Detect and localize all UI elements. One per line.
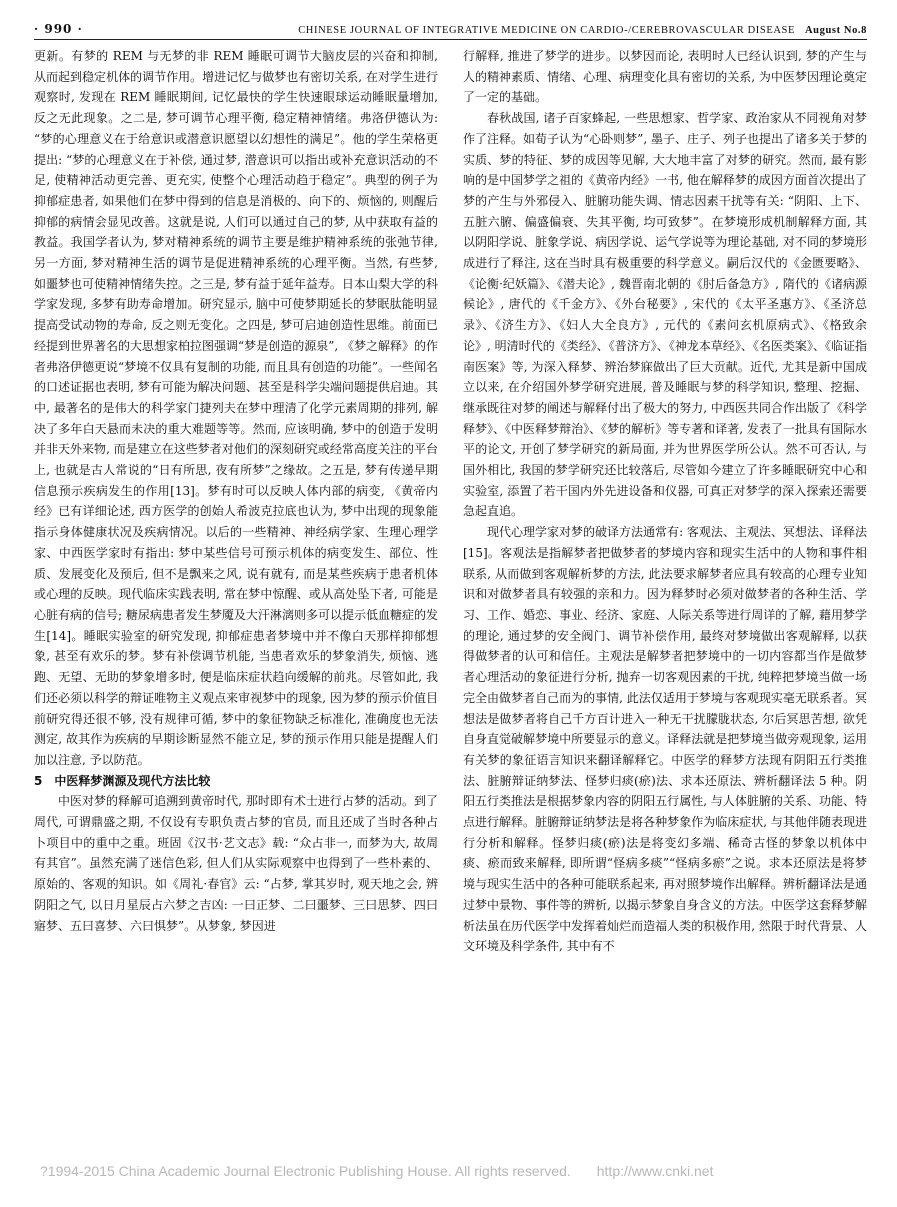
paragraph: 现代心理学家对梦的破译方法通常有: 客观法、主观法、冥想法、译释法[15]。客观法是指解梦者把做梦者的梦境内容和现实生活中的人物和事件相联系, 从而做到客观解析梦的方法, 此法要求解梦者应具有较高的心理专业知识和对做梦者具有较强的亲和力。因为释梦时必须对做梦者的各种生活、学习、工作、婚恋、事业、经济、家庭、人际关系等进行周详的了解, 藉用梦学的理论, 通过梦的安全阀门、调节补偿作用, 最终对梦境做出客观解释, 以获得做梦者的认可和信任。主观法是解梦者把梦境中的一切内容都当作是做梦者心理活动的象征进行分析, 抛弃一切客观因素的干扰, 纯粹把梦境当做一场完全由做梦者自己而为的事情, 此法仅适用于梦境与客观现实毫无联系者。冥想法是做梦者将自己千方百计进入一种无干扰朦胧状态, 尔后冥思苦想, 欲凭自身直觉破解梦境中所要显示的意义。译释法就是把梦境当做旁观现象, 运用有关梦的象征语言知识来翻译解释它。中医学的释梦方法现有阴阳五行类推法、脏腑辩证纳梦法、怪梦归痰(瘀)法、求本还原法、辨析翻译法 5 种。阴阳五行类推法是根据梦象内容的阴阳五行属性, 与人体脏腑的关系、功能、特点进行解释。脏腑辩证纳梦法是将各种梦象作为临床症状, 与其他伴随表现进行分析和解释。怪梦归痰(瘀)法是将变幻多端、稀奇古怪的梦象以机体中痰、瘀而致来解释, 即所谓“怪病多痰”“怪病多瘀”之说。求本还原法是将梦境与现实生活中的各种可能联系起来, 再对照梦境作出解释。辨析翻译法是通过梦中景物、事件等的辨析, 以揭示梦象自身含义的方法。中医学这套释梦解析法虽在历代医学中发挥着灿烂而造福人类的积极作用, 然限于时代背景、人文环境及科学条件, 其中有不	[463, 525, 867, 954]
article-body	[34, 46, 867, 1156]
right-column	[463, 46, 867, 1156]
running-header	[34, 10, 867, 40]
footer-link[interactable]: http://www.cnki.net	[596, 1163, 714, 1179]
paragraph: 中医对梦的释解可追溯到黄帝时代, 那时即有术士进行占梦的活动。到了周代, 可谓鼎盛之期, 不仅设有专职负责占梦的官员, 而且还成了当时各种占卜项目中的重中之重。班固《汉书·艺文志》载: “众占非一, 而梦为大, 故周有其官”。虽然充满了迷信色彩, 但人们从实际观察中也得到了一些朴素的、原始的、客观的知识。如《周礼·春官》云: “占梦, 掌其岁时, 观天地之会, 辨阴阳之气, 以日月星辰占六梦之吉凶: 一曰正梦、二曰噩梦、三曰思梦、四曰寤梦、五曰喜梦、六曰惧梦”。从梦象, 梦因进	[34, 794, 438, 933]
left-column	[34, 46, 438, 1156]
copyright-text: ?1994-2015 China Academic Journal Electronic Publishing House. All rights reserved.	[40, 1163, 571, 1179]
paragraph: 行解释, 推进了梦学的进步。以梦因而论, 表明时人已经认识到, 梦的产生与人的精神素质、情绪、心理、病理变化具有密切的关系, 为中医梦因理论奠定了一定的基础。	[463, 49, 867, 105]
section-heading: 5 中医释梦渊源及现代方法比较	[34, 773, 211, 788]
copyright-footer	[40, 1163, 867, 1185]
page-number: · 990 ·	[34, 22, 83, 36]
paragraph: 春秋战国, 诸子百家蜂起, 一些思想家、哲学家、政治家从不同视角对梦作了注释。如荀子认为“心卧则梦”, 墨子、庄子、列子也提出了诸多关于梦的实质、梦的特征、梦的成因等见解, 大大地丰富了对梦的研究。然而, 最有影响的是中国梦学之祖的《黄帝内经》一书, 他在解释梦的成因方面首次提出了梦的产生与外邪侵入、脏腑功能失调、情志因素干扰等有关: “阴阳、上下、五脏六腑、偏盛偏衰、失其平衡, 均可致梦”。在梦境形成机制解释方面, 其以阴阳学说、脏象学说、病因学说、运气学说等为理论基础, 对不同的梦境形成进行了释注, 这在当时具有极重要的科学意义。嗣后汉代的《金匮要略》、《论衡·纪妖篇》、《潜夫论》, 魏晋南北朝的《肘后备急方》, 隋代的《诸病源候论》, 唐代的《千金方》、《外台秘要》, 宋代的《太平圣惠方》、《圣济总录》、《济生方》、《妇人大全良方》, 元代的《素问玄机原病式》、《格致余论》, 明清时代的《类经》、《普济方》、《神龙本草经》、《名医类案》、《临证指南医案》等, 为深入释梦、辨治梦寐做出了巨大贡献。近代, 尤其是新中国成立以来, 在介绍国外梦学研究进展, 普及睡眠与梦的科学知识, 整理、挖掘、继承既往对梦的阐述与解释付出了极大的努力, 中西医共同合作出版了《科学释梦》、《中医释梦辩治》、《梦的解析》等专著和译著, 发表了一批具有国际水平的论文, 开创了梦学研究的新局面, 并为世界医学所公认。然不可否认, 与国外相比, 我国的梦学研究还比较落后, 尽管如今建立了许多睡眠研究中心和实验室, 添置了若干国内外先进设备和仪器, 可真正对梦学的深入探索还需要急起直追。	[463, 111, 867, 519]
journal-title: CHINESE JOURNAL OF INTEGRATIVE MEDICINE ON CARDIO-/CEREBROVASCULAR DISEASE	[298, 25, 795, 36]
journal-title-line	[298, 25, 867, 36]
issue-label: August No.8	[804, 25, 867, 36]
paragraph: 更新。有梦的 REM 与无梦的非 REM 睡眠可调节大脑皮层的兴奋和抑制, 从而起到稳定机体的调节作用。增进记忆与做梦也有密切关系, 在对学生进行观察时, 发现在 REM 睡眠期间, 记忆最快的学生快速眼球运动睡眠量增加, 反之无此现象。之二是, 梦可调节心理平衡, 稳定精神情绪。弗洛伊德认为: “梦的心理意义在于给意识或潜意识愿望以幻想性的满足”。他的学生荣格更提出: “梦的心理意义在于补偿, 通过梦, 潜意识可以指出或补充意识活动的不足, 使精神活动更完善、更充实, 使整个心理活动趋于稳定”。典型的例子为抑郁症患者, 如果他们在梦中得到的信息是消极的、向下的、烦恼的, 则醒后抑郁的病情会显见改善。这就是说, 人们可以通过自己的梦, 从中获取有益的教益。我国学者认为, 梦对精神系统的调节主要是维护精神系统的张弛节律, 另一方面, 梦对精神生活的调节是促进精神系统的心理平衡。当然, 有些梦, 如噩梦也可使精神情绪失控。之三是, 梦有益于延年益寿。日本山梨大学的科学家发现, 多梦有助寿命增加。研究显示, 脑中可使梦期延长的梦眠肽能明显提高受试动物的寿命, 反之则无变化。之四是, 梦可启迪创造性思维。前面已经提到世界著名的大思想家柏拉图强调“梦是创造的源泉”, 《梦之解释》的作者弗洛伊德更说“梦境不仅具有复制的功能, 而且具有创造的功能”。一些闻名的口述证据也表明, 梦有可能为解决问题、甚至是科学尖端问题提供启迪。其中, 最著名的是伟大的科学家门捷列夫在梦中理清了化学元素周期的排列, 解决了多年白天悬而未决的重大难题等等。然而, 应该明确, 梦中的创造于发明并非天外来物, 而是建立在这些梦者对他们的深刻研究或经常高度关注的平台上, 也就是古人常说的“日有所思, 夜有所梦”之缘故。之五是, 梦有传递早期信息预示疾病发生的作用[13]。梦有时可以反映人体内部的病变, 《黄帝内经》已有详细论述, 西方医学的创始人希波克拉底也认为, 梦中出现的现象能指示身体健康状况及疾病情况。以后的一些精神、神经病学家、生理心理学家、中西医学家时有指出: 梦中某些信号可预示机体的病变发生、部位、性质、发展变化及预后, 但不是飘来之风, 说有就有, 而是某些疾病于患者机体或心理的反映。现代临床实践表明, 常在梦中惊醒、或从高处坠下者, 可能是心脏有病的信号; 糖尿病患者发生梦魇及大汗淋漓则多可以提示低血糖症的发生[14]。睡眠实验室的研究发现, 抑郁症患者梦境中并不像白天那样抑郁想象, 甚至有欢乐的梦。梦有补偿调节机能, 当患者欢乐的梦象消失, 烦恼、逃跑、无望、无助的梦象增多时, 便是临床症状趋向缓解的前兆。尽管如此, 我们还必须以科学的辩证唯物主义观点来审视梦中的现象, 因为梦的预示价值目前研究得还很不够, 没有规律可循, 梦中的象征物缺乏标准化, 准确度也无法测定, 故其作为疾病的早期诊断显然不能立足, 梦的预示作用只能是提醒人们加以注意, 予以防范。	[34, 49, 438, 767]
